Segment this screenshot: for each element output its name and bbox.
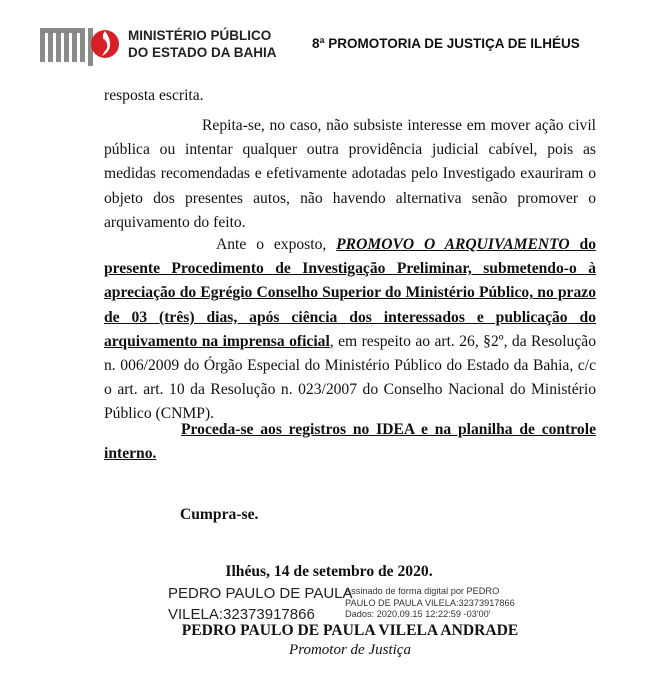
date-line: Ilhéus, 14 de setembro de 2020. <box>225 563 433 580</box>
digital-signature-details <box>345 586 515 621</box>
flame-emblem <box>91 30 119 58</box>
office-name: 8ª PROMOTORIA DE JUSTIÇA DE ILHÉUS <box>312 36 580 51</box>
signer-role: Promotor de Justiça <box>289 642 411 658</box>
sig-name-line-2: VILELA:32373917866 <box>168 606 315 623</box>
p2-rest: , em respeito ao art. 26, §2º, da Resolução n. 006/2009 do Órgão Especial do Ministério Público do Estado da Bahia, c/c o art. art. 10 da Resolução n. 023/2007 do Conselho Nacional do Ministério Público (CNMP). <box>104 332 596 423</box>
sig-detail-1: Assinado de forma digital por PEDRO <box>345 586 500 596</box>
sig-detail-2: PAULO DE PAULA VILELA:32373917866 <box>345 597 515 608</box>
paragraph-continuation: resposta escrita. <box>104 87 204 104</box>
p2-bold-section: do presente Procedimento de Investigação Preliminar, submetendo-o à apreciação do Egrégio Conselho Superior do Ministério Público, no prazo de 03 (três) dias, após ciência dos interessados e publicação do arquivamento na imprensa oficial <box>104 236 596 350</box>
paragraph-ante-o-exposto <box>104 233 596 427</box>
p2-intro: Ante o exposto, <box>216 236 337 253</box>
digital-signature-name <box>168 583 353 625</box>
mp-logo-letters <box>40 28 93 66</box>
org-line-1: MINISTÉRIO PÚBLICO <box>128 28 272 43</box>
sig-name-line-1: PEDRO PAULO DE PAULA <box>168 585 353 602</box>
paragraph-repita: Repita-se, no caso, não subsiste interesse em mover ação civil pública ou intentar qualquer outra providência judicial cabível, pois as medidas recomendadas e efetivamente adotadas pelo Investigado exauriram o objeto dos presentes autos, não havendo alternativa senão promover o arquivamento do feito. <box>104 117 596 231</box>
promovo-arquivamento: PROMOVO O ARQUIVAMENTO <box>336 236 570 253</box>
paragraph-proceda: Proceda-se aos registros no IDEA e na planilha de controle interno. <box>104 421 596 463</box>
signer-full-name: PEDRO PAULO DE PAULA VILELA ANDRADE <box>181 622 519 639</box>
org-line-2: DO ESTADO DA BAHIA <box>128 45 277 60</box>
sig-detail-3: Dados: 2020.09.15 12:22:59 -03'00' <box>345 609 491 620</box>
mp-logo <box>38 22 120 68</box>
organization-name <box>128 27 277 61</box>
cumpra-se: Cumpra-se. <box>180 506 259 523</box>
